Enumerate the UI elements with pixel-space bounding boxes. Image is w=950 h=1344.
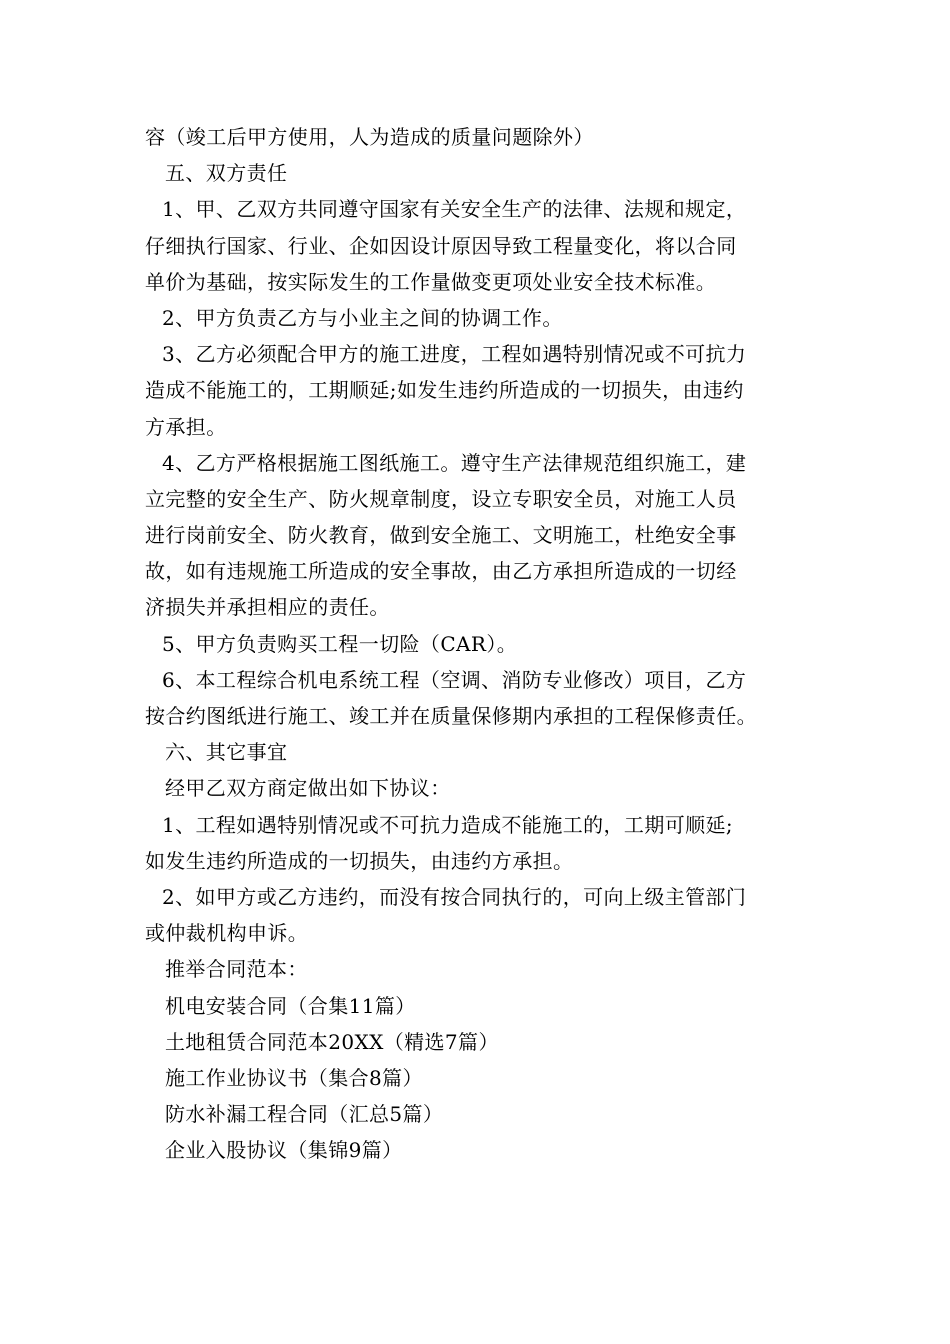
clause-5-4: 4、乙方严格根据施工图纸施工。遵守生产法律规范组织施工，建: [162, 450, 747, 475]
text-line: 按合约图纸进行施工、竣工并在质量保修期内承担的工程保修责任。: [145, 704, 757, 728]
recommend-item: 施工作业协议书（集合8篇）: [165, 1065, 423, 1090]
clause-5-5: 5、甲方负责购买工程一切险（CAR）。: [162, 631, 518, 656]
recommend-heading: 推举合同范本：: [165, 957, 308, 982]
text-line: 济损失并承担相应的责任。: [145, 595, 390, 620]
recommend-item: 企业入股协议（集锦9篇）: [165, 1138, 403, 1163]
clause-5-6: 6、本工程综合机电系统工程（空调、消防专业修改）项目，乙方: [162, 667, 747, 692]
text-line: 进行岗前安全、防火教育，做到安全施工、文明施工，杜绝安全事: [145, 523, 737, 548]
text-line: 或仲裁机构申诉。: [145, 921, 309, 946]
text-line: 方承担。: [145, 414, 227, 439]
text-line: 容（竣工后甲方使用，人为造成的质量问题除外）: [145, 125, 594, 149]
clause-5-1: 1、甲、乙双方共同遵守国家有关安全生产的法律、法规和规定，: [162, 197, 747, 222]
text-line: 造成不能施工的，工期顺延;如发生违约所造成的一切损失，由违约: [145, 378, 744, 403]
section-heading-6: 六、其它事宜: [165, 740, 288, 765]
clause-6-2: 2、如甲方或乙方违约，而没有按合同执行的，可向上级主管部门: [162, 884, 747, 909]
document-body: [145, 119, 810, 1168]
recommend-item: 土地租赁合同范本20XX（精选7篇）: [165, 1029, 499, 1054]
recommend-item: 机电安装合同（合集11篇）: [165, 993, 416, 1018]
recommend-item: 防水补漏工程合同（汇总5篇）: [165, 1102, 444, 1127]
text-line: 立完整的安全生产、防火规章制度，设立专职安全员，对施工人员: [145, 486, 737, 511]
section-heading-5: 五、双方责任: [165, 161, 288, 186]
text-line: 如发生违约所造成的一切损失，由违约方承担。: [145, 848, 574, 873]
text-line: 仔细执行国家、行业、企如因设计原因导致工程量变化，将以合同: [145, 233, 737, 258]
agreement-intro: 经甲乙双方商定做出如下协议：: [165, 776, 451, 801]
text-line: 故，如有违规施工所造成的安全事故，由乙方承担所造成的一切经: [145, 559, 737, 584]
clause-5-3: 3、乙方必须配合甲方的施工进度，工程如遇特别情况或不可抗力: [162, 342, 747, 367]
text-line: 单价为基础，按实际发生的工作量做变更项处业安全技术标准。: [145, 269, 717, 294]
clause-5-2: 2、甲方负责乙方与小业主之间的协调工作。: [162, 305, 563, 330]
clause-6-1: 1、工程如遇特别情况或不可抗力造成不能施工的，工期可顺延;: [162, 812, 734, 837]
